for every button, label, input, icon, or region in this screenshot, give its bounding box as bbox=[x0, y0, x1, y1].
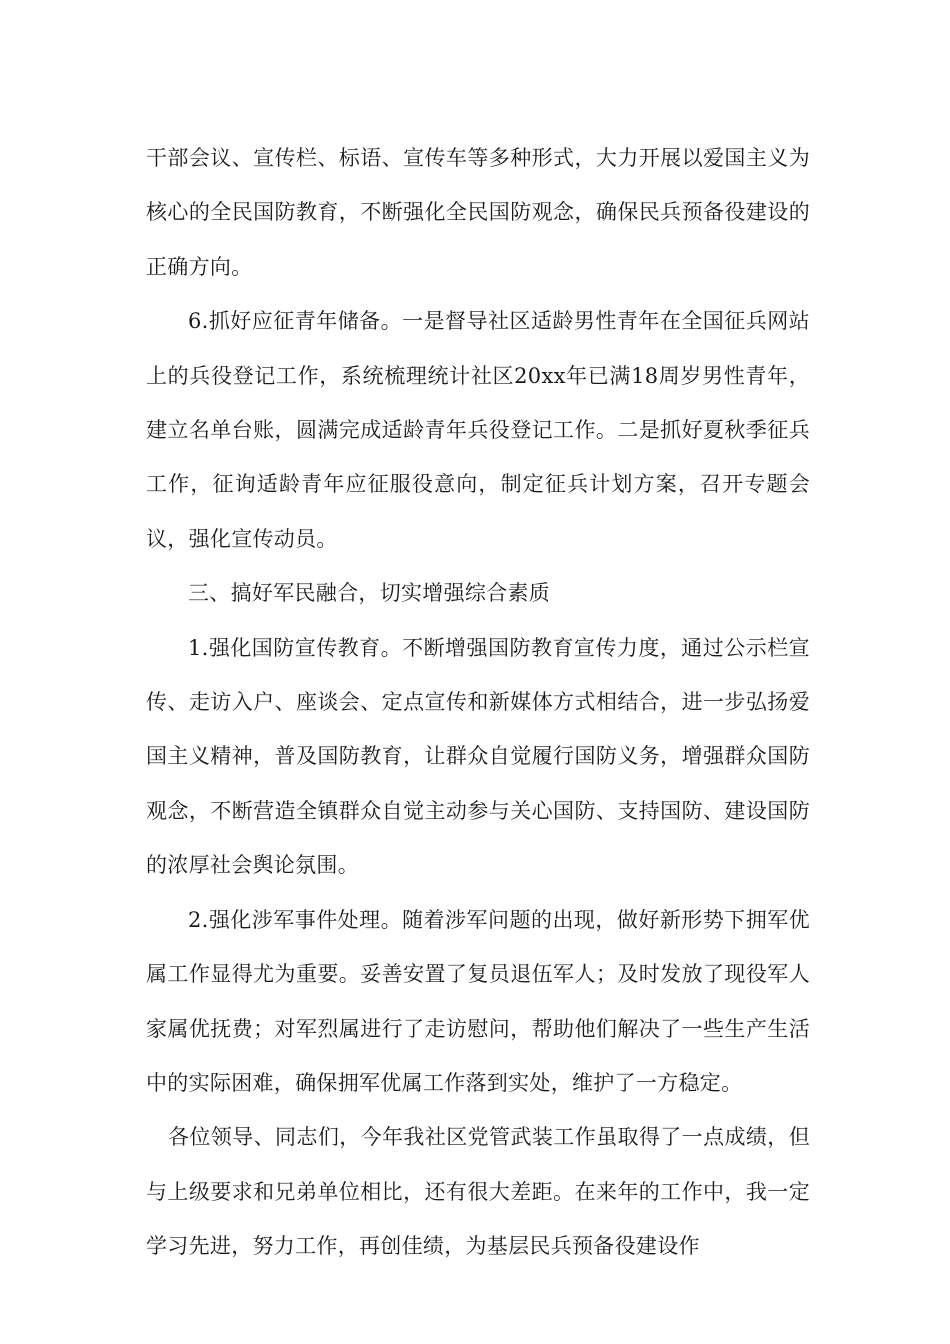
paragraph-item-6: 6.抓好应征青年储备。一是督导社区适龄男性青年在全国征兵网站上的兵役登记工作，系统梳理统计社区20xx年已满18周岁男性青年，建立名单台账，圆满完成适龄青年兵役登记工作。二是抓好夏秋季征兵工作，征询适龄青年应征服役意向，制定征兵计划方案，召开专题会议，强化宣传动员。 bbox=[146, 309, 810, 551]
paragraph-item-2: 2.强化涉军事件处理。随着涉军问题的出现，做好新形势下拥军优属工作显得尤为重要。妥善安置了复员退伍军人；及时发放了现役军人家属优抚费；对军烈属进行了走访慰问，帮助他们解决了一些生产生活中的实际困难，确保拥军优属工作落到实处，维护了一方稳定。 bbox=[146, 907, 810, 1095]
document-body bbox=[146, 131, 810, 1274]
paragraph-closing: 各位领导、同志们，今年我社区党管武装工作虽取得了一点成绩，但与上级要求和兄弟单位相比，还有很大差距。在来年的工作中，我一定学习先进，努力工作，再创佳绩，为基层民兵预备役建设作 bbox=[146, 1125, 810, 1259]
paragraph-continuation: 干部会议、宣传栏、标语、宣传车等多种形式，大力开展以爱国主义为核心的全民国防教育，不断强化全民国防观念，确保民兵预备役建设的正确方向。 bbox=[146, 146, 810, 279]
paragraph-item-1: 1.强化国防宣传教育。不断增强国防教育宣传力度，通过公示栏宣传、走访入户、座谈会、定点宣传和新媒体方式相结合，进一步弘扬爱国主义精神，普及国防教育，让群众自觉履行国防义务，增强群众国防观念，不断营造全镇群众自觉主动参与关心国防、支持国防、建设国防的浓厚社会舆论氛围。 bbox=[146, 635, 810, 878]
section-heading-3: 三、搞好军民融合，切实增强综合素质 bbox=[188, 581, 551, 606]
